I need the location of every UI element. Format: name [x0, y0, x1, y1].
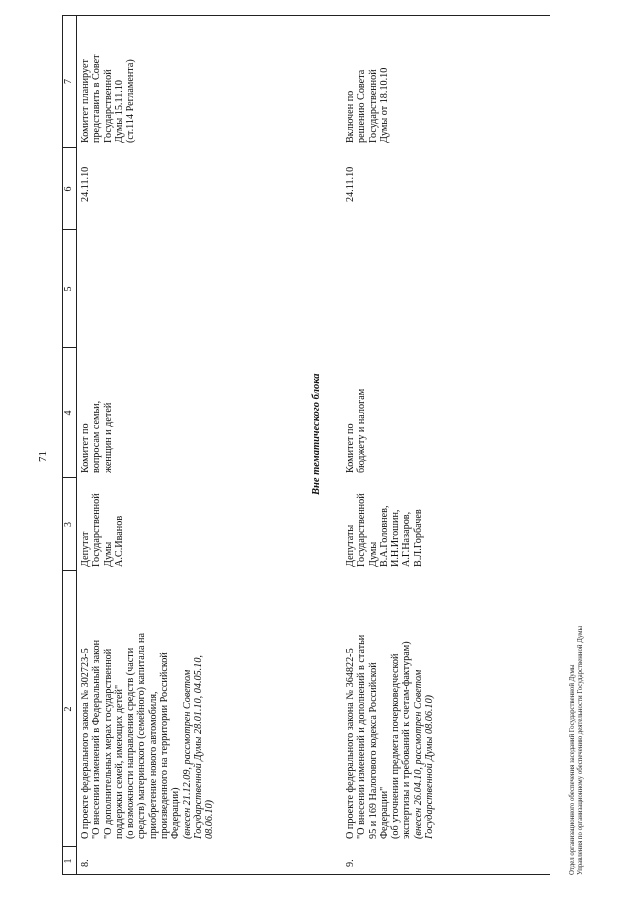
author-line: В.А.Головнев, — [378, 505, 390, 567]
bill-title-line: О проекте федерального закона № 364822-5 — [345, 648, 356, 839]
responsible-committee — [345, 348, 368, 473]
column-header-3: 3 — [63, 522, 74, 527]
author-line: Депутат — [80, 531, 91, 567]
consideration-date: 24.11.10 — [80, 166, 91, 202]
bill-title-line: О проекте федерального закона № 302723-5 — [80, 648, 91, 839]
bill-title-line: произведенного на территории Российской — [159, 652, 171, 839]
table-border-right — [62, 15, 550, 16]
author-line: В.Л.Горбачев — [412, 509, 424, 567]
author-line: Депутаты — [345, 524, 356, 567]
column-header-2: 2 — [63, 706, 74, 712]
committee-line: Комитет по — [345, 423, 356, 473]
rotated-page — [0, 12, 600, 892]
bill-title-line: (об уточнении предмета почерковедческой — [390, 653, 402, 839]
author-line: А.Г.Назаров, — [401, 511, 413, 567]
remark-line: представить в Совет — [91, 54, 103, 143]
committee-line: женщин и детей — [102, 402, 114, 473]
header-divider — [76, 15, 77, 875]
footer-line: Управления по организационному обеспечению деятельности Государственной Думы — [577, 625, 584, 875]
author-line: Думы — [102, 541, 114, 567]
author-line: А.С.Иванов — [113, 515, 125, 567]
remark-line: Думы 15.11.10 — [113, 79, 125, 143]
bill-title-line: Федерации) — [170, 787, 182, 839]
bill-note-line: Государственной Думы 28.01.10, 04.05.10, — [192, 655, 204, 839]
bill-note-line: (внесен 21.12.09, рассмотрен Советом — [181, 669, 193, 839]
column-header-6: 6 — [63, 186, 74, 192]
bill-note-line: 08.06.10) — [204, 799, 216, 839]
bill-note-line: Государственной Думы 08.06.10) — [424, 694, 436, 839]
bill-description — [80, 571, 216, 839]
remarks — [345, 17, 390, 143]
bill-title-line: средств) материнского (семейного) капитала на — [136, 632, 148, 839]
bill-description — [345, 571, 435, 839]
footer — [569, 626, 585, 875]
column-header-1: 1 — [63, 858, 74, 864]
bill-authors — [345, 477, 424, 567]
bill-note-line: (внесен 26.04.10, рассмотрен Советом — [412, 669, 424, 839]
page-number: 71 — [37, 451, 49, 462]
bill-title-line: поддержки семей, имеющих детей" — [113, 684, 125, 839]
bill-title-line: приобретение нового автомобиля, — [147, 691, 159, 839]
responsible-committee — [80, 348, 114, 473]
author-line: Думы — [367, 541, 379, 567]
bill-title-line: "О дополнительных мерах государственной — [102, 648, 114, 839]
column-header-5: 5 — [63, 286, 74, 292]
remark-line: Думы от 18.10.10 — [378, 67, 390, 143]
row-number: 9. — [345, 859, 356, 867]
column-header-4: 4 — [63, 410, 74, 416]
bill-title-line: "О внесении изменений в Федеральный закон — [91, 639, 103, 839]
remark-line: (ст.114 Регламента) — [125, 59, 137, 143]
committee-line: бюджету и налогам — [356, 388, 368, 473]
table-border-left — [62, 874, 550, 875]
bills-table — [62, 15, 550, 875]
bill-title-line: (о возможности направления средств (части — [125, 647, 137, 839]
remarks — [80, 17, 136, 143]
author-line: Государственной — [356, 493, 368, 567]
bill-authors — [80, 477, 125, 567]
column-header-7: 7 — [63, 79, 74, 84]
remark-line: Комитет планирует — [80, 59, 91, 143]
remark-line: Государственной — [367, 69, 379, 143]
bill-title-line: Федерации" — [378, 786, 390, 839]
remark-line: решению Совета — [356, 69, 368, 143]
author-line: Государственной — [91, 493, 103, 567]
footer-line: Отдел организационного обеспечения заседаний Государственной Думы — [569, 664, 576, 875]
committee-line: вопросам семьи, — [91, 400, 103, 473]
bill-title-line: "О внесении изменений и дополнений в статьи — [356, 634, 368, 839]
section-heading: Вне тематического блока — [311, 373, 322, 495]
row-number: 8. — [80, 859, 91, 867]
consideration-date: 24.11.10 — [345, 166, 356, 202]
committee-line: Комитет по — [80, 423, 91, 473]
bill-title-line: экспертизы и требований к счетам-фактурам) — [401, 641, 413, 839]
bill-title-line: 95 и 169 Налогового кодекса Российской — [367, 662, 379, 839]
remark-line: Государственной — [102, 69, 114, 143]
remark-line: Включен по — [345, 90, 356, 143]
author-line: И.Н.Игошин, — [390, 509, 402, 567]
